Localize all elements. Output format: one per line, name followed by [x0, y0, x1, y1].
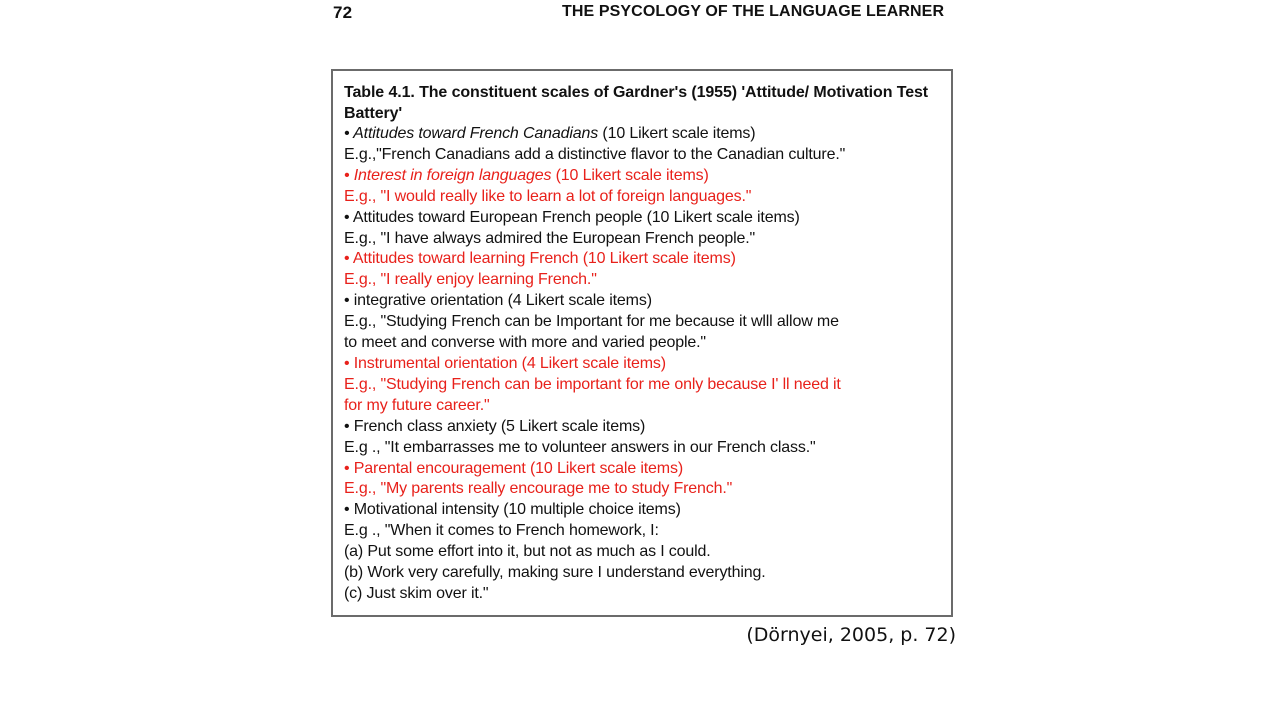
scale-line: • Attitudes toward learning French (10 Likert scale items) [344, 250, 736, 268]
example-line: E.g., "I would really like to learn a lot of foreign languages." [344, 187, 752, 205]
scale-line: • integrative orientation (4 Likert scale items) [344, 292, 652, 310]
example-line: E.g., "Studying French can be Important for me because it wlll allow me [344, 313, 839, 331]
scale-line [344, 124, 941, 145]
example-line: E.g., "I really enjoy learning French." [344, 271, 597, 289]
table-lines [344, 124, 941, 605]
example-line: E.g., "I have always admired the European French people." [344, 229, 756, 247]
table-box [331, 69, 953, 617]
scale-line: • Instrumental orientation (4 Likert scale items) [344, 354, 666, 372]
choice-a: (a) Put some effort into it, but not as much as I could. [344, 543, 711, 561]
scale-name: • Interest in foreign languages [344, 166, 552, 184]
example-line: E.g., "My parents really encourage me to study French." [344, 480, 733, 498]
scale-line: • Parental encouragement (10 Likert scale items) [344, 459, 684, 477]
example-line-continued: to meet and converse with more and varied people." [344, 334, 706, 352]
scale-line: • French class anxiety (5 Likert scale items) [344, 417, 646, 435]
example-line-continued: for my future career." [344, 396, 490, 414]
page-number: 72 [333, 3, 353, 22]
example-line: E.g ., "When it comes to French homework, I: [344, 522, 659, 540]
choice-c: (c) Just skim over it." [344, 584, 489, 602]
example-line: E.g ., "It embarrasses me to volunteer answers in our French class." [344, 438, 816, 456]
scale-line: • Motivational intensity (10 multiple choice items) [344, 501, 681, 519]
running-head: THE PSYCOLOGY OF THE LANGUAGE LEARNER [562, 3, 945, 20]
citation: (Dörnyei, 2005, p. 72) [746, 624, 956, 646]
scale-count: (10 Likert scale items) [551, 166, 709, 184]
scale-line: • Attitudes toward European French people (10 Likert scale items) [344, 208, 800, 226]
example-line: E.g., "Studying French can be important for me only because I' ll need it [344, 375, 841, 393]
scale-name: • Attitudes toward French Canadians [344, 125, 599, 142]
table-title: Table 4.1. The constituent scales of Gardner's (1955) 'Attitude/ Motivation Test Battery' [344, 84, 929, 122]
example-line: E.g.,"French Canadians add a distinctive flavor to the Canadian culture." [344, 145, 846, 163]
scale-line [344, 166, 941, 187]
scale-count: (10 Likert scale items) [598, 125, 756, 142]
choice-b: (b) Work very carefully, making sure I understand everything. [344, 564, 766, 582]
